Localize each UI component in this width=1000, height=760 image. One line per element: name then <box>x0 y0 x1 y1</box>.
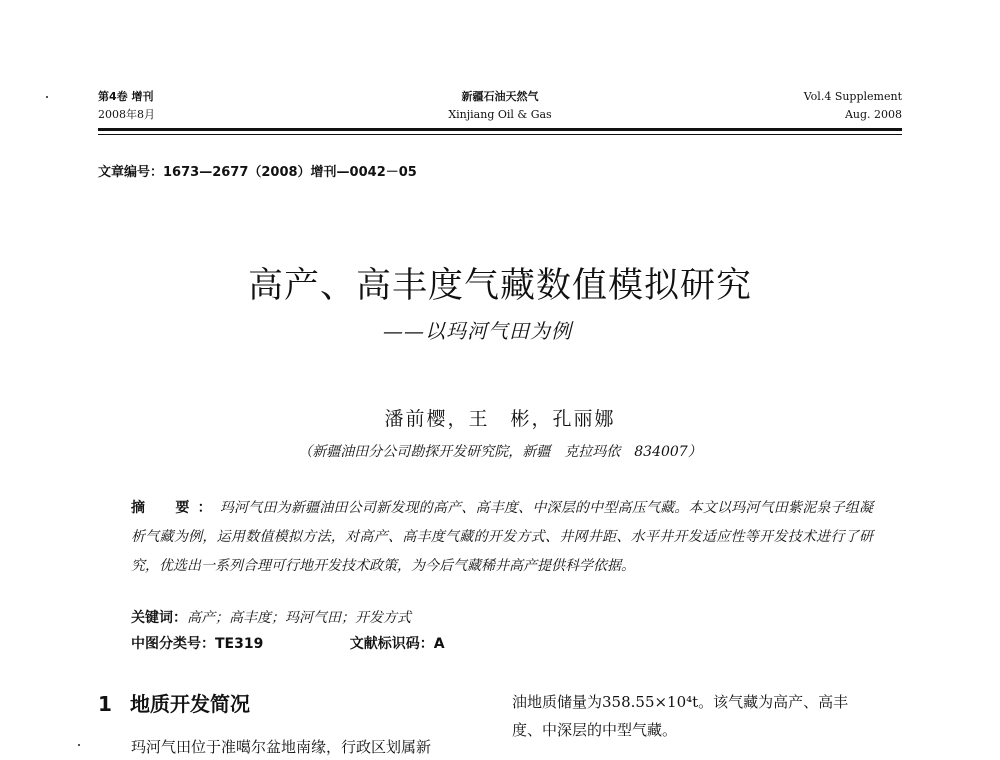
article-number <box>98 163 417 183</box>
scan-speck <box>78 744 80 746</box>
paper-subtitle: ——以玛河气田为例 <box>383 319 572 343</box>
section-number: 1 <box>98 692 112 716</box>
abstract <box>131 494 873 581</box>
keywords-label: 关键词： <box>131 610 187 626</box>
header-center <box>98 88 902 124</box>
header-right <box>804 88 902 124</box>
classification-label: 中图分类号： <box>131 636 215 652</box>
document-code-label: 文献标识码： <box>349 636 434 652</box>
author-affiliation: （新疆油田分公司勘探开发研究院，新疆 克拉玛依 834007） <box>298 444 702 460</box>
keywords <box>131 607 411 629</box>
classification-row <box>131 633 445 655</box>
volume-label-en: Vol.4 Supplement <box>803 90 902 103</box>
keywords-value: 高产；高丰度；玛河气田；开发方式 <box>187 610 411 626</box>
volume-label: 第4卷 增刊 <box>98 90 154 103</box>
right-column-line-1: 油地质储量为358.55×10⁴t。该气藏为高产、高丰 <box>512 693 849 711</box>
article-number-label: 文章编号： <box>98 165 164 180</box>
issue-date: 2008年8月 <box>98 108 155 121</box>
section-heading <box>98 690 250 718</box>
paper-title: 高产、高丰度气藏数值模拟研究 <box>247 266 752 306</box>
issue-date-en: Aug. 2008 <box>844 108 902 121</box>
right-column-paragraph <box>512 688 904 744</box>
scan-speck <box>46 96 48 98</box>
journal-name-cn: 新疆石油天然气 <box>461 90 539 103</box>
author-list: 潘前樱，王 彬，孔丽娜 <box>384 408 616 430</box>
section-title: 地质开发简况 <box>130 692 250 716</box>
article-number-value: 1673—2677（2008）增刊—0042－05 <box>163 165 417 180</box>
right-column-line-2: 度、中深层的中型气藏。 <box>512 721 678 739</box>
document-code-value: A <box>433 636 445 652</box>
abstract-text: 玛河气田为新疆油田公司新发现的高产、高丰度、中深层的中型高压气藏。本文以玛河气田紫泥泉子组凝析气藏为例，运用数值模拟方法，对高产、高丰度气藏的开发方式、井网井距、水平井开发适应性等开发技术进行了研究，优选出一系列合理可行地开发技术政策，为今后气藏稀井高产提供科学依据。 <box>131 500 874 574</box>
left-column-paragraph: 玛河气田位于准噶尔盆地南缘，行政区划属新 <box>131 738 432 756</box>
abstract-label: 摘 要： <box>131 500 220 516</box>
header-rule-thick <box>98 128 902 131</box>
classification-value: TE319 <box>215 636 264 652</box>
journal-header <box>98 88 902 126</box>
journal-name-en: Xinjiang Oil & Gas <box>448 108 552 121</box>
header-rule-thin <box>98 134 902 135</box>
